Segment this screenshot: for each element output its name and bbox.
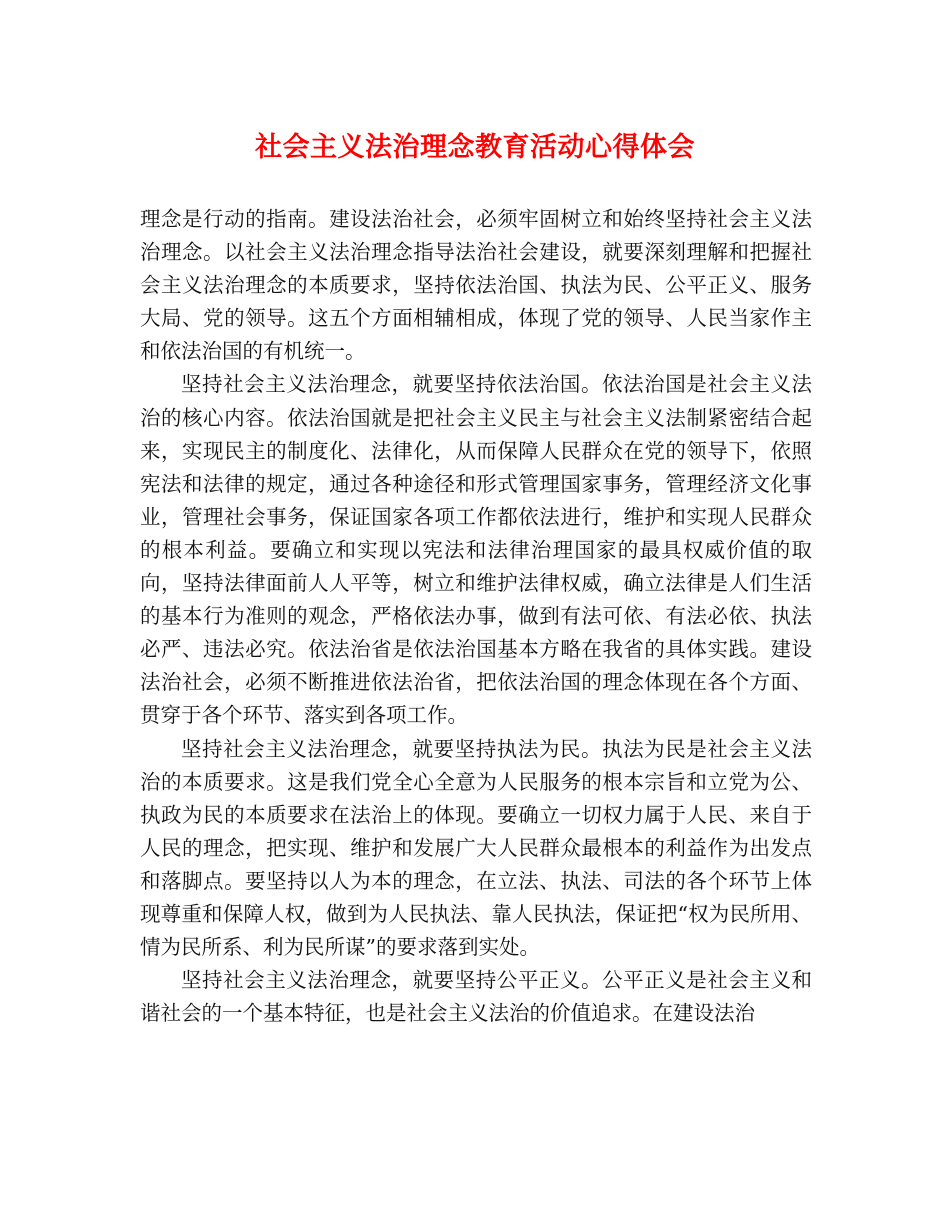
document-body xyxy=(140,203,812,1030)
paragraph-rule-of-law: 坚持社会主义法治理念，就要坚持依法治国。依法治国是社会主义法治的核心内容。依法治国就是把社会主义民主与社会主义法制紧密结合起来，实现民主的制度化、法律化，从而保障人民群众在党的领导下，依照宪法和法律的规定，通过各种途径和形式管理国家事务，管理经济文化事业，管理社会事务，保证国家各项工作都依法进行，维护和实现人民群众的根本利益。要确立和实现以宪法和法律治理国家的最具权威价值的取向，坚持法律面前人人平等，树立和维护法律权威，确立法律是人们生活的基本行为准则的观念，严格依法办事，做到有法可依、有法必依、执法必严、违法必究。依法治省是依法治国基本方略在我省的具体实践。建设法治社会，必须不断推进依法治省，把依法治国的理念体现在各个方面、贯穿于各个环节、落实到各项工作。 xyxy=(140,372,812,728)
paragraph-law-for-people: 坚持社会主义法治理念，就要坚持执法为民。执法为民是社会主义法治的本质要求。这是我们党全心全意为人民服务的根本宗旨和立党为公、执政为民的本质要求在法治上的体现。要确立一切权力属于人民、来自于人民的理念，把实现、维护和发展广大人民群众最根本的利益作为出发点和落脚点。要坚持以人为本的理念，在立法、执法、司法的各个环节上体现尊重和保障人权，做到为人民执法、靠人民执法，保证把“权为民所用、情为民所系、利为民所谋”的要求落到实处。 xyxy=(140,736,812,960)
paragraph-intro: 理念是行动的指南。建设法治社会，必须牢固树立和始终坚持社会主义法治理念。以社会主义法治理念指导法治社会建设，就要深刻理解和把握社会主义法治理念的本质要求，坚持依法治国、执法为民、公平正义、服务大局、党的领导。这五个方面相辅相成，体现了党的领导、人民当家作主和依法治国的有机统一。 xyxy=(140,207,812,364)
document-title: 社会主义法治理念教育活动心得体会 xyxy=(255,132,695,163)
paragraph-fairness-justice: 坚持社会主义法治理念，就要坚持公平正义。公平正义是社会主义和谐社会的一个基本特征，也是社会主义法治的价值追求。在建设法治 xyxy=(140,968,812,1026)
